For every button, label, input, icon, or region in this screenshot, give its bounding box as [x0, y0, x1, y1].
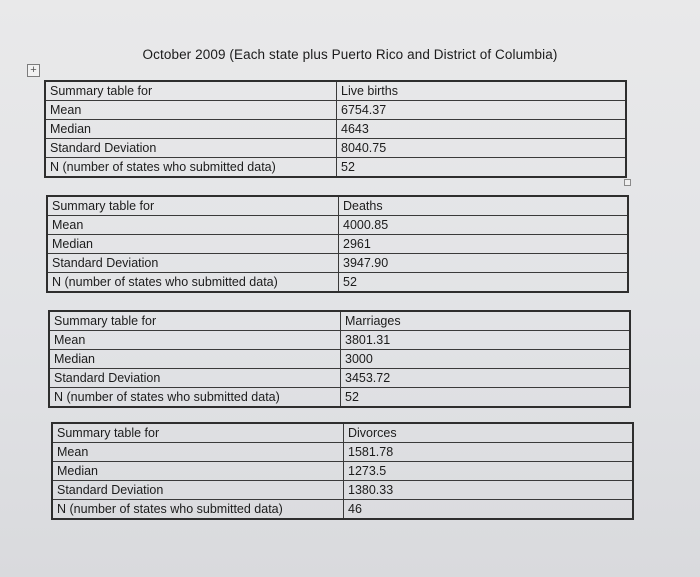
row-label[interactable]: Summary table for — [49, 311, 341, 331]
row-label[interactable]: Median — [45, 120, 337, 139]
table-row — [49, 369, 630, 388]
row-label[interactable]: N (number of states who submitted data) — [52, 500, 344, 520]
row-value[interactable]: 1380.33 — [344, 481, 634, 500]
row-value[interactable]: 1273.5 — [344, 462, 634, 481]
row-value[interactable]: 2961 — [339, 235, 629, 254]
table-row — [45, 139, 626, 158]
row-label[interactable]: Standard Deviation — [49, 369, 341, 388]
table-row — [47, 254, 628, 273]
table-row — [49, 311, 630, 331]
row-value[interactable]: 4000.85 — [339, 216, 629, 235]
row-label[interactable]: N (number of states who submitted data) — [47, 273, 339, 293]
row-value[interactable]: Marriages — [341, 311, 631, 331]
row-value[interactable]: 52 — [337, 158, 627, 178]
table-row — [52, 462, 633, 481]
row-label[interactable]: Mean — [52, 443, 344, 462]
row-value[interactable]: 4643 — [337, 120, 627, 139]
row-label[interactable]: N (number of states who submitted data) — [45, 158, 337, 178]
table-row — [47, 273, 628, 293]
table-row — [52, 443, 633, 462]
row-label[interactable]: Mean — [47, 216, 339, 235]
table-row — [52, 423, 633, 443]
row-value[interactable]: 46 — [344, 500, 634, 520]
table-move-handle-icon[interactable]: + — [27, 64, 40, 77]
row-label[interactable]: Summary table for — [52, 423, 344, 443]
row-value[interactable]: 3453.72 — [341, 369, 631, 388]
row-label[interactable]: Summary table for — [47, 196, 339, 216]
row-value[interactable]: Deaths — [339, 196, 629, 216]
table-row — [45, 81, 626, 101]
row-value[interactable]: 6754.37 — [337, 101, 627, 120]
row-label[interactable]: Standard Deviation — [47, 254, 339, 273]
table-row — [49, 388, 630, 408]
table-row — [47, 196, 628, 216]
table-row — [45, 120, 626, 139]
table-row — [45, 101, 626, 120]
summary-table-live-births — [44, 80, 627, 178]
table-row — [47, 216, 628, 235]
row-label[interactable]: Median — [52, 462, 344, 481]
summary-table-marriages — [48, 310, 631, 408]
document-title: October 2009 (Each state plus Puerto Rico and District of Columbia) — [142, 47, 558, 62]
table-row — [52, 500, 633, 520]
row-value[interactable]: 3947.90 — [339, 254, 629, 273]
table-row — [49, 331, 630, 350]
row-label[interactable]: Median — [49, 350, 341, 369]
row-label[interactable]: Standard Deviation — [52, 481, 344, 500]
row-label[interactable]: Standard Deviation — [45, 139, 337, 158]
table-row — [49, 350, 630, 369]
table-row — [45, 158, 626, 178]
row-value[interactable]: 3801.31 — [341, 331, 631, 350]
row-value[interactable]: Live births — [337, 81, 627, 101]
row-value[interactable]: 8040.75 — [337, 139, 627, 158]
row-value[interactable]: Divorces — [344, 423, 634, 443]
row-value[interactable]: 52 — [341, 388, 631, 408]
row-value[interactable]: 1581.78 — [344, 443, 634, 462]
row-label[interactable]: Mean — [45, 101, 337, 120]
row-label[interactable]: Median — [47, 235, 339, 254]
row-label[interactable]: N (number of states who submitted data) — [49, 388, 341, 408]
summary-table-divorces — [51, 422, 634, 520]
row-label[interactable]: Mean — [49, 331, 341, 350]
table-row — [47, 235, 628, 254]
row-value[interactable]: 3000 — [341, 350, 631, 369]
summary-table-deaths — [46, 195, 629, 293]
row-value[interactable]: 52 — [339, 273, 629, 293]
table-row — [52, 481, 633, 500]
row-label[interactable]: Summary table for — [45, 81, 337, 101]
table-resize-handle-icon[interactable] — [624, 179, 631, 186]
